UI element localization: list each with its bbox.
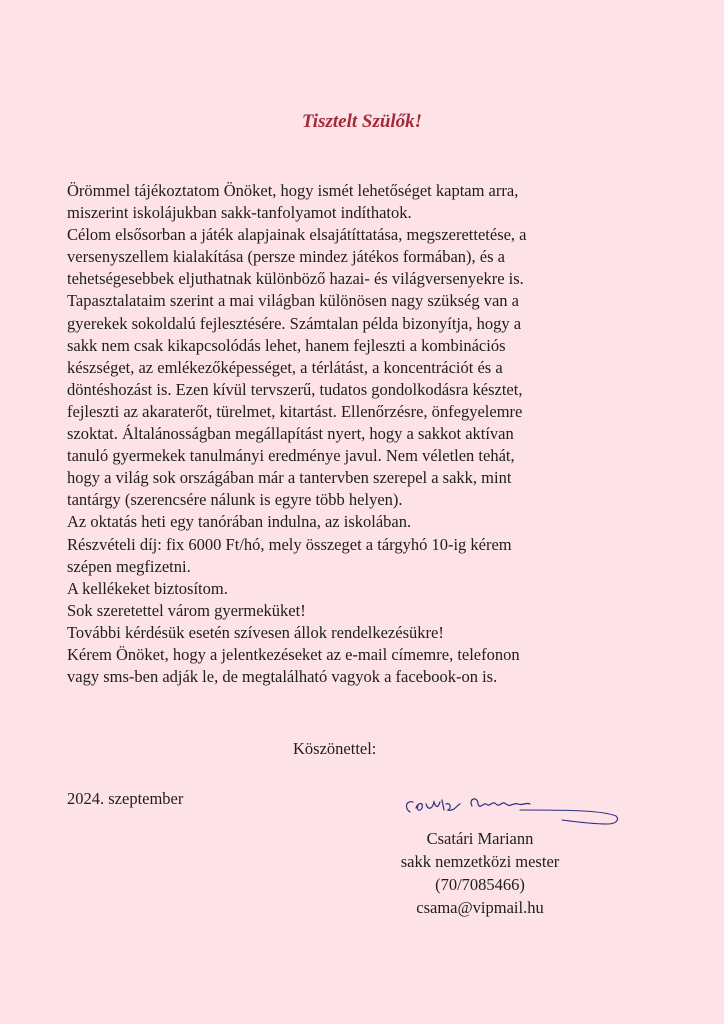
sender-phone: (70/7085466) [435, 875, 525, 894]
letter-title: Tisztelt Szülők! [301, 111, 423, 132]
body-line: Örömmel tájékoztatom Önöket, hogy ismét lehetőséget kaptam arra, [67, 181, 519, 200]
body-line: sakk nem csak kikapcsolódás lehet, hanem fejleszti a kombinációs [67, 335, 506, 355]
body-line: A kellékeket biztosítom. [67, 578, 228, 598]
body-line: szépen megfizetni. [67, 556, 191, 576]
body-line: Részvételi díj: fix 6000 Ft/hó, mely összeget a tárgyhó 10-ig kérem [67, 534, 512, 554]
body-line: tantárgy (szerencsére nálunk is egyre több helyen). [67, 490, 403, 510]
body-line: Kérem Önöket, hogy a jelentkezéseket az e-mail címemre, telefonon [67, 644, 520, 664]
body-line: tanuló gyermekek tanulmányi eredménye javul. Nem véletlen tehát, [67, 446, 515, 466]
closing-text: Köszönettel: [293, 739, 377, 758]
body-line: tehetségesebbek eljuthatnak különböző hazai- és világversenyekre is. [67, 269, 524, 289]
body-line: További kérdésük esetén szívesen állok rendelkezésükre! [67, 622, 444, 642]
letter-date: 2024. szeptember [67, 789, 184, 808]
body-line: Tapasztalataim szerint a mai világban különösen nagy szükség van a [67, 291, 519, 311]
letter-body [67, 180, 667, 688]
sender-block [380, 827, 580, 919]
body-line: Az oktatás heti egy tanórában indulna, az iskolában. [67, 512, 412, 532]
body-line: Célom elsősorban a játék alapjainak elsajátíttatása, megszerettetése, a [67, 225, 527, 245]
body-line: versenyszellem kialakítása (persze mindez játékos formában), és a [67, 247, 505, 267]
body-line: készséget, az emlékezőképességet, a térlátást, a koncentrációt és a [67, 357, 503, 377]
body-line: fejleszti az akaraterőt, türelmet, kitartást. Ellenőrzésre, önfegyelemre [67, 401, 523, 421]
body-line: vagy sms-ben adják le, de megtalálható vagyok a facebook-on is. [67, 667, 498, 687]
sender-email: csama@vipmail.hu [416, 898, 544, 917]
body-line: hogy a világ sok országában már a tantervben szerepel a sakk, mint [67, 468, 512, 488]
sender-role: sakk nemzetközi mester [400, 852, 560, 871]
body-line: döntéshozást is. Ezen kívül tervszerű, tudatos gondolkodásra késztet, [67, 379, 523, 399]
body-line: Sok szeretettel várom gyermeküket! [67, 600, 306, 620]
sender-name: Csatári Mariann [426, 829, 534, 848]
body-line: gyerekek sokoldalú fejlesztésére. Számtalan példa bizonyítja, hogy a [67, 313, 522, 333]
body-line: szoktat. Általánosságban megállapítást nyert, hogy a sakkot aktívan [67, 424, 514, 444]
body-line: miszerint iskolájukban sakk-tanfolyamot indíthatok. [67, 203, 412, 223]
